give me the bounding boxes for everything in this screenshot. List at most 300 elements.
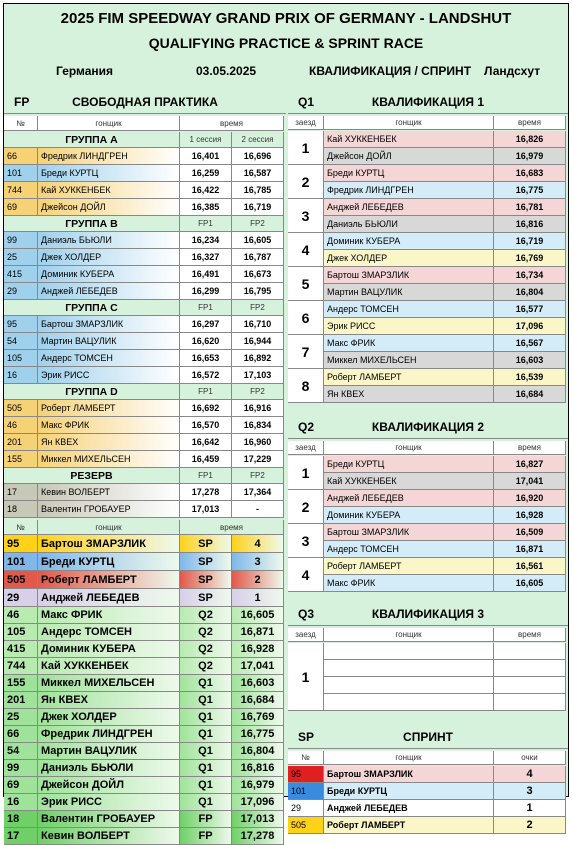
rider-name: Миккел МИХЕЛЬСЕН xyxy=(38,675,180,692)
rider-name: Роберт ЛАМБЕРТ xyxy=(324,817,494,834)
stage: Q1 xyxy=(180,777,232,794)
col-no: № xyxy=(4,116,38,131)
stage: Q1 xyxy=(180,794,232,811)
col-time: время xyxy=(180,520,284,535)
col-rider: гонщик xyxy=(38,116,180,131)
rider-number: 101 xyxy=(4,165,38,182)
q1-heat xyxy=(288,199,568,233)
standings-row xyxy=(4,571,284,589)
rider-name xyxy=(324,643,494,660)
session-2-label: FP2 xyxy=(232,468,284,484)
fp2-time: 16,960 xyxy=(232,434,284,451)
q1-heat xyxy=(288,301,568,335)
q1-heat-row xyxy=(324,148,566,165)
rider-number: 155 xyxy=(4,675,38,692)
rider-number: 95 xyxy=(4,535,38,553)
q2-heat-row xyxy=(324,575,566,592)
q3-heat-row xyxy=(324,643,566,660)
rider-name: Бартош ЗМАРЗЛИК xyxy=(38,316,180,333)
result-value: 17,096 xyxy=(232,794,284,811)
rider-name xyxy=(324,660,494,677)
rider-number: 66 xyxy=(4,726,38,743)
q1-heat-row xyxy=(324,182,566,199)
sp-row xyxy=(288,800,566,817)
rider-name: Роберт ЛАМБЕРТ xyxy=(324,369,494,386)
lap-time xyxy=(494,660,566,677)
rider-name: Мартин ВАЦУЛИК xyxy=(38,333,180,350)
group-name: ГРУППА D xyxy=(4,384,180,400)
rider-name: Эрик РИСС xyxy=(38,794,180,811)
sp-code: SP xyxy=(298,730,315,744)
rider-name: Бреди КУРТЦ xyxy=(38,553,180,571)
lap-time: 16,781 xyxy=(494,199,566,216)
lap-time: 16,509 xyxy=(494,524,566,541)
result-value: 16,816 xyxy=(232,760,284,777)
rider-name: Макс ФРИК xyxy=(38,607,180,624)
event-date: 03.05.2025 xyxy=(196,64,257,78)
heat-number: 7 xyxy=(288,335,324,369)
q2-heat xyxy=(288,456,568,490)
fp1-time: 16,259 xyxy=(180,165,232,182)
rider-name: Эрик РИСС xyxy=(324,318,494,335)
fp-row xyxy=(4,283,284,300)
result-value: 16,979 xyxy=(232,777,284,794)
result-value: 16,684 xyxy=(232,692,284,709)
q3-section xyxy=(288,602,568,626)
col-points: очки xyxy=(494,751,566,765)
rider-name: Даниэль БЬЮЛИ xyxy=(38,232,180,249)
standings-row xyxy=(4,675,284,692)
rider-number: 101 xyxy=(4,553,38,571)
sp-row xyxy=(288,817,566,834)
stage: Q1 xyxy=(180,692,232,709)
stage: SP xyxy=(180,589,232,607)
session-2-label: FP2 xyxy=(232,216,284,232)
rider-number: 744 xyxy=(4,658,38,675)
fp-row xyxy=(4,249,284,266)
standings-row xyxy=(4,607,284,624)
lap-time: 16,979 xyxy=(494,148,566,165)
fp2-time: 16,673 xyxy=(232,266,284,283)
rider-name: Бреди КУРТЦ xyxy=(324,456,494,473)
q2-heat-row xyxy=(324,490,566,507)
fp2-time: - xyxy=(232,501,284,518)
standings-row xyxy=(4,760,284,777)
rider-name: Эрик РИСС xyxy=(38,367,180,384)
fp-row xyxy=(4,199,284,216)
result-value: 4 xyxy=(232,535,284,553)
session-2-label: 2 сессия xyxy=(232,132,284,148)
lap-time: 16,734 xyxy=(494,267,566,284)
q2-heat-row xyxy=(324,456,566,473)
standings-row xyxy=(4,777,284,794)
rider-number: 744 xyxy=(4,182,38,199)
stage: Q1 xyxy=(180,709,232,726)
q1-heat-row xyxy=(324,369,566,386)
stage: SP xyxy=(180,535,232,553)
fp2-time: 16,916 xyxy=(232,400,284,417)
rider-name xyxy=(324,694,494,711)
col-rider: гонщик xyxy=(324,751,494,765)
rider-number: 25 xyxy=(4,709,38,726)
fp-group-header xyxy=(4,468,286,484)
rider-name: Доминик КУБЕРА xyxy=(324,507,494,524)
col-time: время xyxy=(494,628,566,642)
fp-row xyxy=(4,266,284,283)
stage: FP xyxy=(180,828,232,845)
result-value: 16,775 xyxy=(232,726,284,743)
fp1-time: 16,620 xyxy=(180,333,232,350)
fp-row xyxy=(4,148,284,165)
rider-number: 16 xyxy=(4,367,38,384)
col-rider: гонщик xyxy=(324,116,494,130)
rider-number: 69 xyxy=(4,199,38,216)
q1-heat-row xyxy=(324,352,566,369)
lap-time: 16,769 xyxy=(494,250,566,267)
lap-time: 16,826 xyxy=(494,131,566,148)
result-value: 2 xyxy=(232,571,284,589)
rider-number: 155 xyxy=(4,451,38,468)
q1-heat-row xyxy=(324,267,566,284)
rider-name: Даниэль БЬЮЛИ xyxy=(38,760,180,777)
rider-name: Доминик КУБЕРА xyxy=(38,266,180,283)
rider-name: Доминик КУБЕРА xyxy=(324,233,494,250)
fp-row xyxy=(4,182,284,199)
result-value: 17,041 xyxy=(232,658,284,675)
result-value: 16,605 xyxy=(232,607,284,624)
rider-name: Андерс ТОМСЕН xyxy=(324,541,494,558)
q1-section-title: КВАЛИФИКАЦИЯ 1 xyxy=(371,95,485,109)
q2-heat xyxy=(288,524,568,558)
rider-name: Андерс ТОМСЕН xyxy=(38,624,180,641)
q2-heat-row xyxy=(324,524,566,541)
fp2-time: 16,944 xyxy=(232,333,284,350)
lap-time: 16,577 xyxy=(494,301,566,318)
heat-number: 1 xyxy=(288,456,324,490)
q2-column-headers xyxy=(288,441,566,455)
col-time: время xyxy=(494,441,566,455)
standings-row xyxy=(4,743,284,760)
q1-heat xyxy=(288,131,568,165)
points: 2 xyxy=(494,817,566,834)
lap-time: 16,605 xyxy=(494,575,566,592)
rider-name: Мартин ВАЦУЛИК xyxy=(38,743,180,760)
rider-number: 95 xyxy=(288,766,324,783)
rider-name: Мартин ВАЦУЛИК xyxy=(324,284,494,301)
q1-heat-row xyxy=(324,318,566,335)
result-value: 16,804 xyxy=(232,743,284,760)
rider-number: 16 xyxy=(4,794,38,811)
fp2-time: 16,719 xyxy=(232,199,284,216)
rider-name: Валентин ГРОБАУЕР xyxy=(38,811,180,828)
header xyxy=(4,4,568,90)
lap-time: 17,096 xyxy=(494,318,566,335)
q2-section-title: КВАЛИФИКАЦИЯ 2 xyxy=(371,420,485,434)
lap-time xyxy=(494,677,566,694)
heat-number: 8 xyxy=(288,369,324,403)
rider-name: Макс ФРИК xyxy=(38,417,180,434)
q1-heat xyxy=(288,233,568,267)
rider-name: Миккел МИХЕЛЬСЕН xyxy=(324,352,494,369)
rider-name: Анджей ЛЕБЕДЕВ xyxy=(38,283,180,300)
result-value: 1 xyxy=(232,589,284,607)
fp2-time: 17,229 xyxy=(232,451,284,468)
rider-name: Роберт ЛАМБЕРТ xyxy=(38,400,180,417)
rider-number: 18 xyxy=(4,811,38,828)
heat-number: 4 xyxy=(288,233,324,267)
q1-heat-row xyxy=(324,284,566,301)
rider-name: Кай ХУККЕНБЕК xyxy=(38,182,180,199)
fp1-time: 16,327 xyxy=(180,249,232,266)
rider-number: 54 xyxy=(4,743,38,760)
result-value: 16,928 xyxy=(232,641,284,658)
result-value: 16,871 xyxy=(232,624,284,641)
rider-name: Валентин ГРОБАУЕР xyxy=(38,501,180,518)
fp1-time: 16,401 xyxy=(180,148,232,165)
stage: FP xyxy=(180,811,232,828)
lap-time xyxy=(494,643,566,660)
heat-number: 3 xyxy=(288,524,324,558)
standings-row xyxy=(4,811,284,828)
lap-time: 16,684 xyxy=(494,386,566,403)
rider-number: 99 xyxy=(4,760,38,777)
fp-column-headers xyxy=(4,116,284,131)
standings-column-headers xyxy=(4,520,284,535)
rider-number: 101 xyxy=(288,783,324,800)
fp-row xyxy=(4,501,284,518)
q1-column-headers xyxy=(288,116,566,130)
q2-section xyxy=(288,415,568,439)
q2-heat xyxy=(288,558,568,592)
sp-column-headers xyxy=(288,751,566,765)
group-name: ГРУППА В xyxy=(4,216,180,232)
fp1-time: 17,278 xyxy=(180,484,232,501)
heat-number: 5 xyxy=(288,267,324,301)
rider-name: Джейсон ДОЙЛ xyxy=(324,148,494,165)
col-no: № xyxy=(4,520,38,535)
rider-name: Кай ХУККЕНБЕК xyxy=(324,473,494,490)
col-heat: заезд xyxy=(288,116,324,130)
stage: Q2 xyxy=(180,641,232,658)
fp2-time: 16,787 xyxy=(232,249,284,266)
points: 3 xyxy=(494,783,566,800)
rider-number: 105 xyxy=(4,624,38,641)
rider-number: 66 xyxy=(4,148,38,165)
rider-name: Джейсон ДОЙЛ xyxy=(38,777,180,794)
standings-row xyxy=(4,641,284,658)
col-time: время xyxy=(494,116,566,130)
rider-number: 29 xyxy=(288,800,324,817)
lap-time: 16,719 xyxy=(494,233,566,250)
session-1-label: FP1 xyxy=(180,300,232,316)
lap-time: 16,804 xyxy=(494,284,566,301)
q3-section-title: КВАЛИФИКАЦИЯ 3 xyxy=(371,607,485,621)
fp-row xyxy=(4,417,284,434)
rider-name: Анджей ЛЕБЕДЕВ xyxy=(324,800,494,817)
stage: Q2 xyxy=(180,624,232,641)
standings-row xyxy=(4,726,284,743)
stage: SP xyxy=(180,571,232,589)
rider-name: Фредрик ЛИНДГРЕН xyxy=(38,726,180,743)
fp1-time: 16,572 xyxy=(180,367,232,384)
sp xyxy=(288,725,568,749)
rider-name: Бреди КУРТЦ xyxy=(324,783,494,800)
fp2-time: 16,605 xyxy=(232,232,284,249)
standings-row xyxy=(4,658,284,675)
rider-name: Макс ФРИК xyxy=(324,335,494,352)
fp-row xyxy=(4,232,284,249)
q1-heat-row xyxy=(324,250,566,267)
heat-number: 1 xyxy=(288,131,324,165)
lap-time: 16,827 xyxy=(494,456,566,473)
event-subtitle: QUALIFYING PRACTICE & SPRINT RACE xyxy=(148,35,424,51)
rider-name: Бартош ЗМАРЗЛИК xyxy=(324,267,494,284)
lap-time xyxy=(494,694,566,711)
fp-group-header xyxy=(4,300,286,316)
fp1-time: 17,013 xyxy=(180,501,232,518)
fp-row xyxy=(4,333,284,350)
rider-number: 69 xyxy=(4,777,38,794)
standings-row xyxy=(4,624,284,641)
lap-time: 16,775 xyxy=(494,182,566,199)
stage: Q2 xyxy=(180,607,232,624)
lap-time: 17,041 xyxy=(494,473,566,490)
heat-number: 2 xyxy=(288,165,324,199)
rider-name: Даниэль БЬЮЛИ xyxy=(324,216,494,233)
event-title: 2025 FIM SPEEDWAY GRAND PRIX OF GERMANY - LANDSHUT xyxy=(60,10,512,27)
rider-name: Джейсон ДОЙЛ xyxy=(38,199,180,216)
q2-heat-row xyxy=(324,558,566,575)
rider-number: 46 xyxy=(4,607,38,624)
fp1-time: 16,422 xyxy=(180,182,232,199)
rider-number: 415 xyxy=(4,266,38,283)
col-rider: гонщик xyxy=(324,628,494,642)
fp-group-header xyxy=(4,384,286,400)
q3-heat-row xyxy=(324,677,566,694)
rider-name: Анджей ЛЕБЕДЕВ xyxy=(324,490,494,507)
rider-name: Макс ФРИК xyxy=(324,575,494,592)
rider-number: 415 xyxy=(4,641,38,658)
points: 1 xyxy=(494,800,566,817)
rider-name: Бреди КУРТЦ xyxy=(38,165,180,182)
rider-name: Ян КВЕХ xyxy=(324,386,494,403)
lap-time: 16,816 xyxy=(494,216,566,233)
rider-name: Бартош ЗМАРЗЛИК xyxy=(324,524,494,541)
rider-name: Бартош ЗМАРЗЛИК xyxy=(324,766,494,783)
rider-name: Анджей ЛЕБЕДЕВ xyxy=(324,199,494,216)
lap-time: 16,561 xyxy=(494,558,566,575)
lap-time: 16,539 xyxy=(494,369,566,386)
rider-name: Роберт ЛАМБЕРТ xyxy=(38,571,180,589)
rider-name: Миккел МИХЕЛЬСЕН xyxy=(38,451,180,468)
result-value: 16,769 xyxy=(232,709,284,726)
rider-name: Андерс ТОМСЕН xyxy=(324,301,494,318)
rider-number: 29 xyxy=(4,283,38,300)
rider-name xyxy=(324,677,494,694)
lap-time: 16,683 xyxy=(494,165,566,182)
rider-number: 201 xyxy=(4,692,38,709)
rider-name: Доминик КУБЕРА xyxy=(38,641,180,658)
fp-row xyxy=(4,350,284,367)
q1-heat xyxy=(288,165,568,199)
fp-row xyxy=(4,165,284,182)
q3-heat-row xyxy=(324,694,566,711)
rider-name: Джек ХОЛДЕР xyxy=(38,249,180,266)
fp-group-header xyxy=(4,132,286,148)
standings-row xyxy=(4,535,284,553)
standings-row xyxy=(4,692,284,709)
rider-number: 505 xyxy=(4,571,38,589)
fp-section-code: FP xyxy=(14,95,30,109)
q2-heat-row xyxy=(324,541,566,558)
fp-section xyxy=(4,90,286,114)
lap-time: 16,567 xyxy=(494,335,566,352)
heat-number: 3 xyxy=(288,199,324,233)
rider-number: 18 xyxy=(4,501,38,518)
q1-heat-row xyxy=(324,165,566,182)
lap-time: 16,871 xyxy=(494,541,566,558)
result-value: 3 xyxy=(232,553,284,571)
q1-section-code: Q1 xyxy=(298,95,315,109)
q1-heat-row xyxy=(324,233,566,250)
group-name: РЕЗЕРВ xyxy=(4,468,180,484)
col-heat: заезд xyxy=(288,441,324,455)
q3-heat xyxy=(288,643,568,711)
rider-name: Кевин ВОЛБЕРТ xyxy=(38,484,180,501)
fp2-time: 17,364 xyxy=(232,484,284,501)
sp-row xyxy=(288,766,566,783)
col-rider: гонщик xyxy=(38,520,180,535)
fp-row xyxy=(4,434,284,451)
fp2-time: 17,103 xyxy=(232,367,284,384)
rider-number: 17 xyxy=(4,484,38,501)
rider-number: 29 xyxy=(4,589,38,607)
rider-number: 54 xyxy=(4,333,38,350)
standings-row xyxy=(4,553,284,571)
rider-name: Ян КВЕХ xyxy=(38,434,180,451)
fp-row xyxy=(4,367,284,384)
group-name: ГРУППА С xyxy=(4,300,180,316)
rider-name: Кевин ВОЛБЕРТ xyxy=(38,828,180,845)
fp1-time: 16,570 xyxy=(180,417,232,434)
rider-number: 201 xyxy=(4,434,38,451)
q2-section-code: Q2 xyxy=(298,420,315,434)
lap-time: 16,603 xyxy=(494,352,566,369)
q2-heat-row xyxy=(324,507,566,524)
col-rider: гонщик xyxy=(324,441,494,455)
rider-number: 105 xyxy=(4,350,38,367)
q1-heat-row xyxy=(324,335,566,352)
fp-row xyxy=(4,316,284,333)
points: 4 xyxy=(494,766,566,783)
session-1-label: FP1 xyxy=(180,384,232,400)
session-1-label: FP1 xyxy=(180,216,232,232)
fp-group-header xyxy=(4,216,286,232)
rider-number: 95 xyxy=(4,316,38,333)
fp1-time: 16,299 xyxy=(180,283,232,300)
col-heat: заезд xyxy=(288,628,324,642)
fp-row xyxy=(4,484,284,501)
col-no: № xyxy=(288,751,324,765)
fp2-time: 16,587 xyxy=(232,165,284,182)
fp1-time: 16,692 xyxy=(180,400,232,417)
fp2-time: 16,696 xyxy=(232,148,284,165)
q3-heat-row xyxy=(324,660,566,677)
rider-name: Джек ХОЛДЕР xyxy=(324,250,494,267)
fp2-time: 16,785 xyxy=(232,182,284,199)
fp1-time: 16,642 xyxy=(180,434,232,451)
q2-heat xyxy=(288,490,568,524)
